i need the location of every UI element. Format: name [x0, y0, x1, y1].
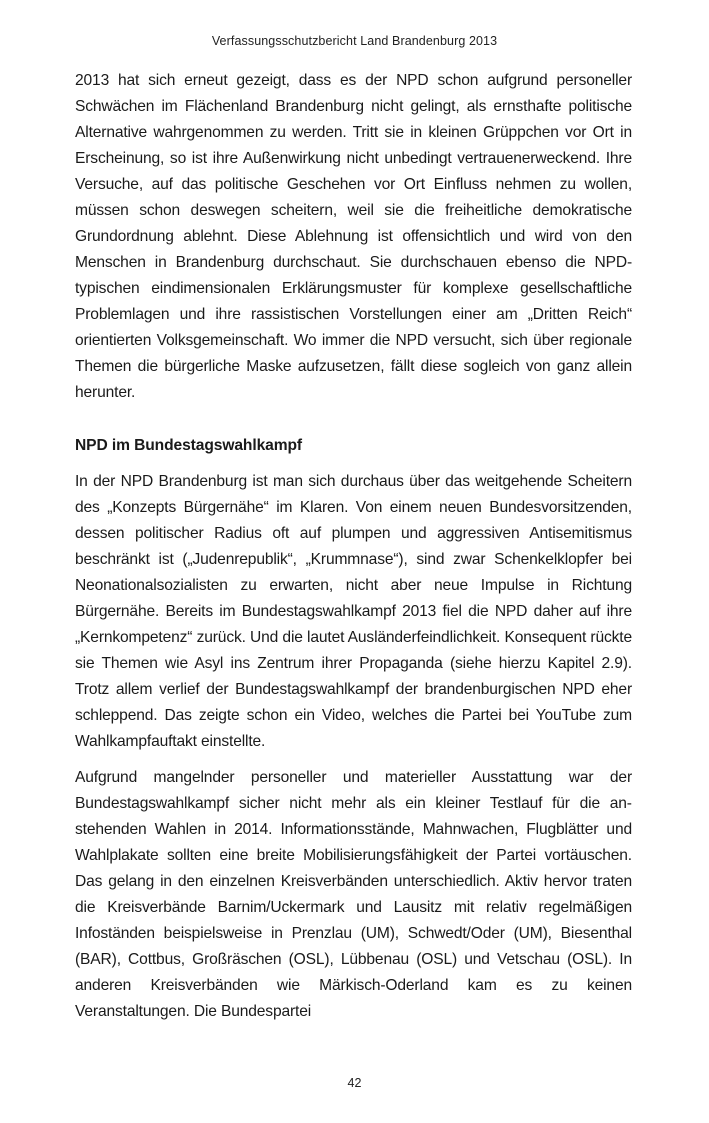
body-paragraph: Aufgrund mangelnder personeller und materieller Ausstattung war der Bundestagswahlkampf sicher nicht mehr als ein kleiner Testlauf für die anstehenden Wahlen in 2014. Informationsstände, Mahnwachen, Flugblätter und Wahlplakate sollten eine breite Mobilisierungsfähigkeit der Partei vortäuschen. Das gelang in den einzelnen Kreisverbänden unterschiedlich. Aktiv hervor traten die Kreisverbände Barnim/Uckermark und Lausitz mit relativ regelmäßigen Infoständen beispielsweise in Prenzlau (UM), Schwedt/Oder (UM), Biesenthal (BAR), Cottbus, Großräschen (OSL), Lübbenau (OSL) und Vetschau (OSL). In anderen Kreisverbänden wie Märkisch-Oderland kam es zu keinen Veranstaltungen. Die Bundespartei [75, 769, 632, 1020]
page-number: 42 [347, 1076, 362, 1090]
intro-paragraph: 2013 hat sich erneut gezeigt, dass es der NPD schon aufgrund personeller Schwächen im Flächenland Brandenburg nicht gelingt, als ernsthafte politische Alternative wahrgenommen zu werden. Tritt sie in kleinen Grüppchen vor Ort in Erscheinung, so ist ihre Außenwirkung nicht unbedingt vertrauenerweckend. Ihre Versuche, auf das politische Geschehen vor Ort Einfluss nehmen zu wollen, müssen schon deswegen scheitern, weil sie die freiheitliche demokratische Grundordnung ablehnt. Diese Ablehnung ist offensichtlich und wird von den Menschen in Brandenburg durchschaut. Sie durchschauen ebenso die NPD-typischen eindimensionalen Erklärungsmuster für komplexe gesellschaftliche Problemlagen und ihre rassistischen Vorstellungen einer am „Dritten Reich“ orientierten Volksgemeinschaft. Wo immer die NPD versucht, sich über regionale Themen die bürgerliche Maske aufzusetzen, fällt diese sogleich von ganz allein herunter. [75, 72, 632, 401]
body-paragraph: In der NPD Brandenburg ist man sich durchaus über das weitgehende Scheitern des „Konzepts Bürgernähe“ im Klaren. Von einem neuen Bundesvorsitzenden, dessen politischer Radius oft auf plumpen und aggressiven Antisemitismus beschränkt ist („Judenrepublik“, „Krummnase“), sind zwar Schenkelklopfer bei Neonationalsozialisten zu erwarten, nicht aber neue Impulse in Richtung Bürgernähe. Bereits im Bundestagswahlkampf 2013 fiel die NPD daher auf ihre „Kernkompetenz“ zurück. Und die lautet Ausländerfeindlichkeit. Konsequent rückte sie Themen wie Asyl ins Zentrum ihrer Propaganda (siehe hierzu Kapitel 2.9). Trotz allem verlief der Bundestagswahlkampf der brandenburgischen NPD eher schleppend. Das zeigte schon ein Video, welches die Partei bei YouTube zum Wahlkampfauftakt einstellte. [75, 473, 632, 750]
page-body [75, 68, 632, 1035]
section-heading: NPD im Bundestagswahlkampf [75, 437, 303, 454]
running-header: Verfassungsschutzbericht Land Brandenburg 2013 [211, 34, 498, 48]
